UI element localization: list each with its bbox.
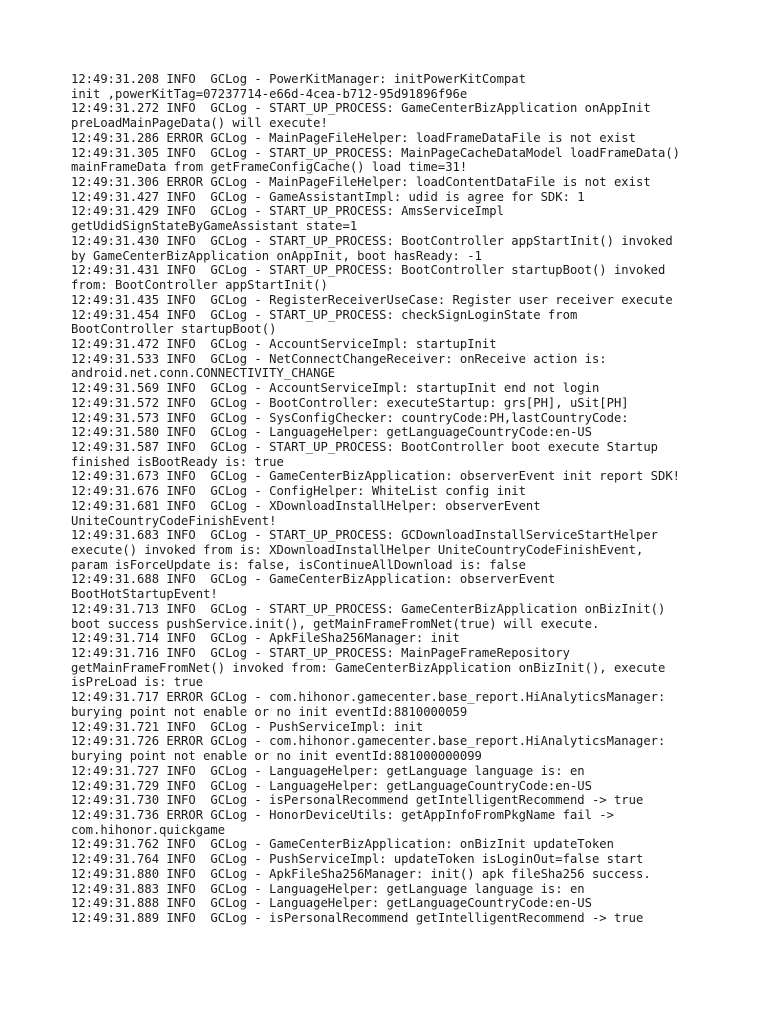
log-line: 12:49:31.435 INFO GCLog - RegisterReceiverUseCase: Register user receiver execute <box>71 292 673 307</box>
log-line: burying point not enable or no init eventId:881000000099 <box>71 749 482 764</box>
log-line: 12:49:31.306 ERROR GCLog - MainPageFileHelper: loadContentDataFile is not exist <box>71 175 651 190</box>
log-line: burying point not enable or no init eventId:8810000059 <box>71 704 468 719</box>
log-line: finished isBootReady is: true <box>71 454 284 469</box>
log-line: 12:49:31.429 INFO GCLog - START_UP_PROCESS: AmsServiceImpl <box>71 204 504 219</box>
log-line: 12:49:31.883 INFO GCLog - LanguageHelper: getLanguage language is: en <box>71 881 585 896</box>
log-line: BootController startupBoot() <box>71 322 277 337</box>
log-line: mainFrameData from getFrameConfigCache() load time=31! <box>71 160 468 175</box>
log-line: 12:49:31.587 INFO GCLog - START_UP_PROCESS: BootController boot execute Startup <box>71 439 658 454</box>
log-line: init ,powerKitTag=07237714-e66d-4cea-b712-95d91896f96e <box>71 86 468 101</box>
log-line: 12:49:31.721 INFO GCLog - PushServiceImpl: init <box>71 719 424 734</box>
log-line: 12:49:31.889 INFO GCLog - isPersonalRecommend getIntelligentRecommend -> true <box>71 910 644 925</box>
log-line: 12:49:31.726 ERROR GCLog - com.hihonor.gamecenter.base_report.HiAnalyticsManager: <box>71 734 666 749</box>
log-line: com.hihonor.quickgame <box>71 822 226 837</box>
log-line: 12:49:31.713 INFO GCLog - START_UP_PROCESS: GameCenterBizApplication onBizInit() <box>71 601 666 616</box>
log-line: 12:49:31.569 INFO GCLog - AccountServiceImpl: startupInit end not login <box>71 381 600 396</box>
log-line: 12:49:31.716 INFO GCLog - START_UP_PROCESS: MainPageFrameRepository <box>71 646 570 661</box>
log-line: BootHotStartupEvent! <box>71 587 218 602</box>
log-line: 12:49:31.717 ERROR GCLog - com.hihonor.gamecenter.base_report.HiAnalyticsManager: <box>71 690 666 705</box>
log-line: execute() invoked from is: XDownloadInstallHelper UniteCountryCodeFinishEvent, <box>71 543 644 557</box>
log-line: 12:49:31.762 INFO GCLog - GameCenterBizApplication: onBizInit updateToken <box>71 837 614 852</box>
log-line: 12:49:31.472 INFO GCLog - AccountServiceImpl: startupInit <box>71 336 497 351</box>
log-line: 12:49:31.681 INFO GCLog - XDownloadInstallHelper: observerEvent <box>71 498 541 513</box>
log-line: 12:49:31.208 INFO GCLog - PowerKitManager: initPowerKitCompat <box>71 72 526 86</box>
log-line: 12:49:31.572 INFO GCLog - BootController: executeStartup: grs[PH], uSit[PH] <box>71 395 629 410</box>
log-line: 12:49:31.305 INFO GCLog - START_UP_PROCESS: MainPageCacheDataModel loadFrameData() <box>71 145 681 160</box>
log-line: 12:49:31.683 INFO GCLog - START_UP_PROCESS: GCDownloadInstallServiceStartHelper <box>71 528 658 543</box>
log-line: isPreLoad is: true <box>71 675 204 690</box>
log-line: 12:49:31.431 INFO GCLog - START_UP_PROCESS: BootController startupBoot() invoked <box>71 263 666 278</box>
log-line: 12:49:31.880 INFO GCLog - ApkFileSha256Manager: init() apk fileSha256 success. <box>71 866 651 881</box>
log-line: 12:49:31.573 INFO GCLog - SysConfigChecker: countryCode:PH,lastCountryCode: <box>71 410 629 425</box>
log-line: 12:49:31.888 INFO GCLog - LanguageHelper: getLanguageCountryCode:en-US <box>71 896 592 911</box>
log-line: 12:49:31.673 INFO GCLog - GameCenterBizApplication: observerEvent init report SDK! <box>71 469 681 484</box>
log-line: 12:49:31.676 INFO GCLog - ConfigHelper: WhiteList config init <box>71 484 526 499</box>
log-line: UniteCountryCodeFinishEvent! <box>71 513 277 528</box>
log-line: by GameCenterBizApplication onAppInit, boot hasReady: -1 <box>71 248 482 263</box>
log-line: 12:49:31.727 INFO GCLog - LanguageHelper: getLanguage language is: en <box>71 763 585 778</box>
log-line: getMainFrameFromNet() invoked from: GameCenterBizApplication onBizInit(), execute <box>71 660 666 675</box>
log-line: 12:49:31.286 ERROR GCLog - MainPageFileHelper: loadFrameDataFile is not exist <box>71 130 636 145</box>
log-line: param isForceUpdate is: false, isContinueAllDownload is: false <box>71 557 526 572</box>
log-line: 12:49:31.688 INFO GCLog - GameCenterBizApplication: observerEvent <box>71 572 556 587</box>
log-line: getUdidSignStateByGameAssistant state=1 <box>71 219 358 234</box>
log-line: 12:49:31.454 INFO GCLog - START_UP_PROCESS: checkSignLoginState from <box>71 307 578 322</box>
log-line: 12:49:31.729 INFO GCLog - LanguageHelper: getLanguageCountryCode:en-US <box>71 778 592 793</box>
log-line: boot success pushService.init(), getMainFrameFromNet(true) will execute. <box>71 616 600 631</box>
log-line: 12:49:31.430 INFO GCLog - START_UP_PROCESS: BootController appStartInit() invoked <box>71 233 673 248</box>
log-line: android.net.conn.CONNECTIVITY_CHANGE <box>71 366 336 381</box>
log-line: 12:49:31.427 INFO GCLog - GameAssistantImpl: udid is agree for SDK: 1 <box>71 189 585 204</box>
log-line: from: BootController appStartInit() <box>71 278 328 293</box>
log-line: 12:49:31.764 INFO GCLog - PushServiceImpl: updateToken isLoginOut=false start <box>71 852 644 867</box>
log-line: preLoadMainPageData() will execute! <box>71 116 328 131</box>
log-line: 12:49:31.736 ERROR GCLog - HonorDeviceUtils: getAppInfoFromPkgName fail -> <box>71 807 614 822</box>
log-line: 12:49:31.730 INFO GCLog - isPersonalRecommend getIntelligentRecommend -> true <box>71 793 644 808</box>
log-line: 12:49:31.580 INFO GCLog - LanguageHelper: getLanguageCountryCode:en-US <box>71 425 592 440</box>
log-text-block <box>71 72 751 926</box>
log-line: 12:49:31.533 INFO GCLog - NetConnectChangeReceiver: onReceive action is: <box>71 351 607 366</box>
log-line: 12:49:31.714 INFO GCLog - ApkFileSha256Manager: init <box>71 631 460 646</box>
log-line: 12:49:31.272 INFO GCLog - START_UP_PROCESS: GameCenterBizApplication onAppInit <box>71 101 651 116</box>
